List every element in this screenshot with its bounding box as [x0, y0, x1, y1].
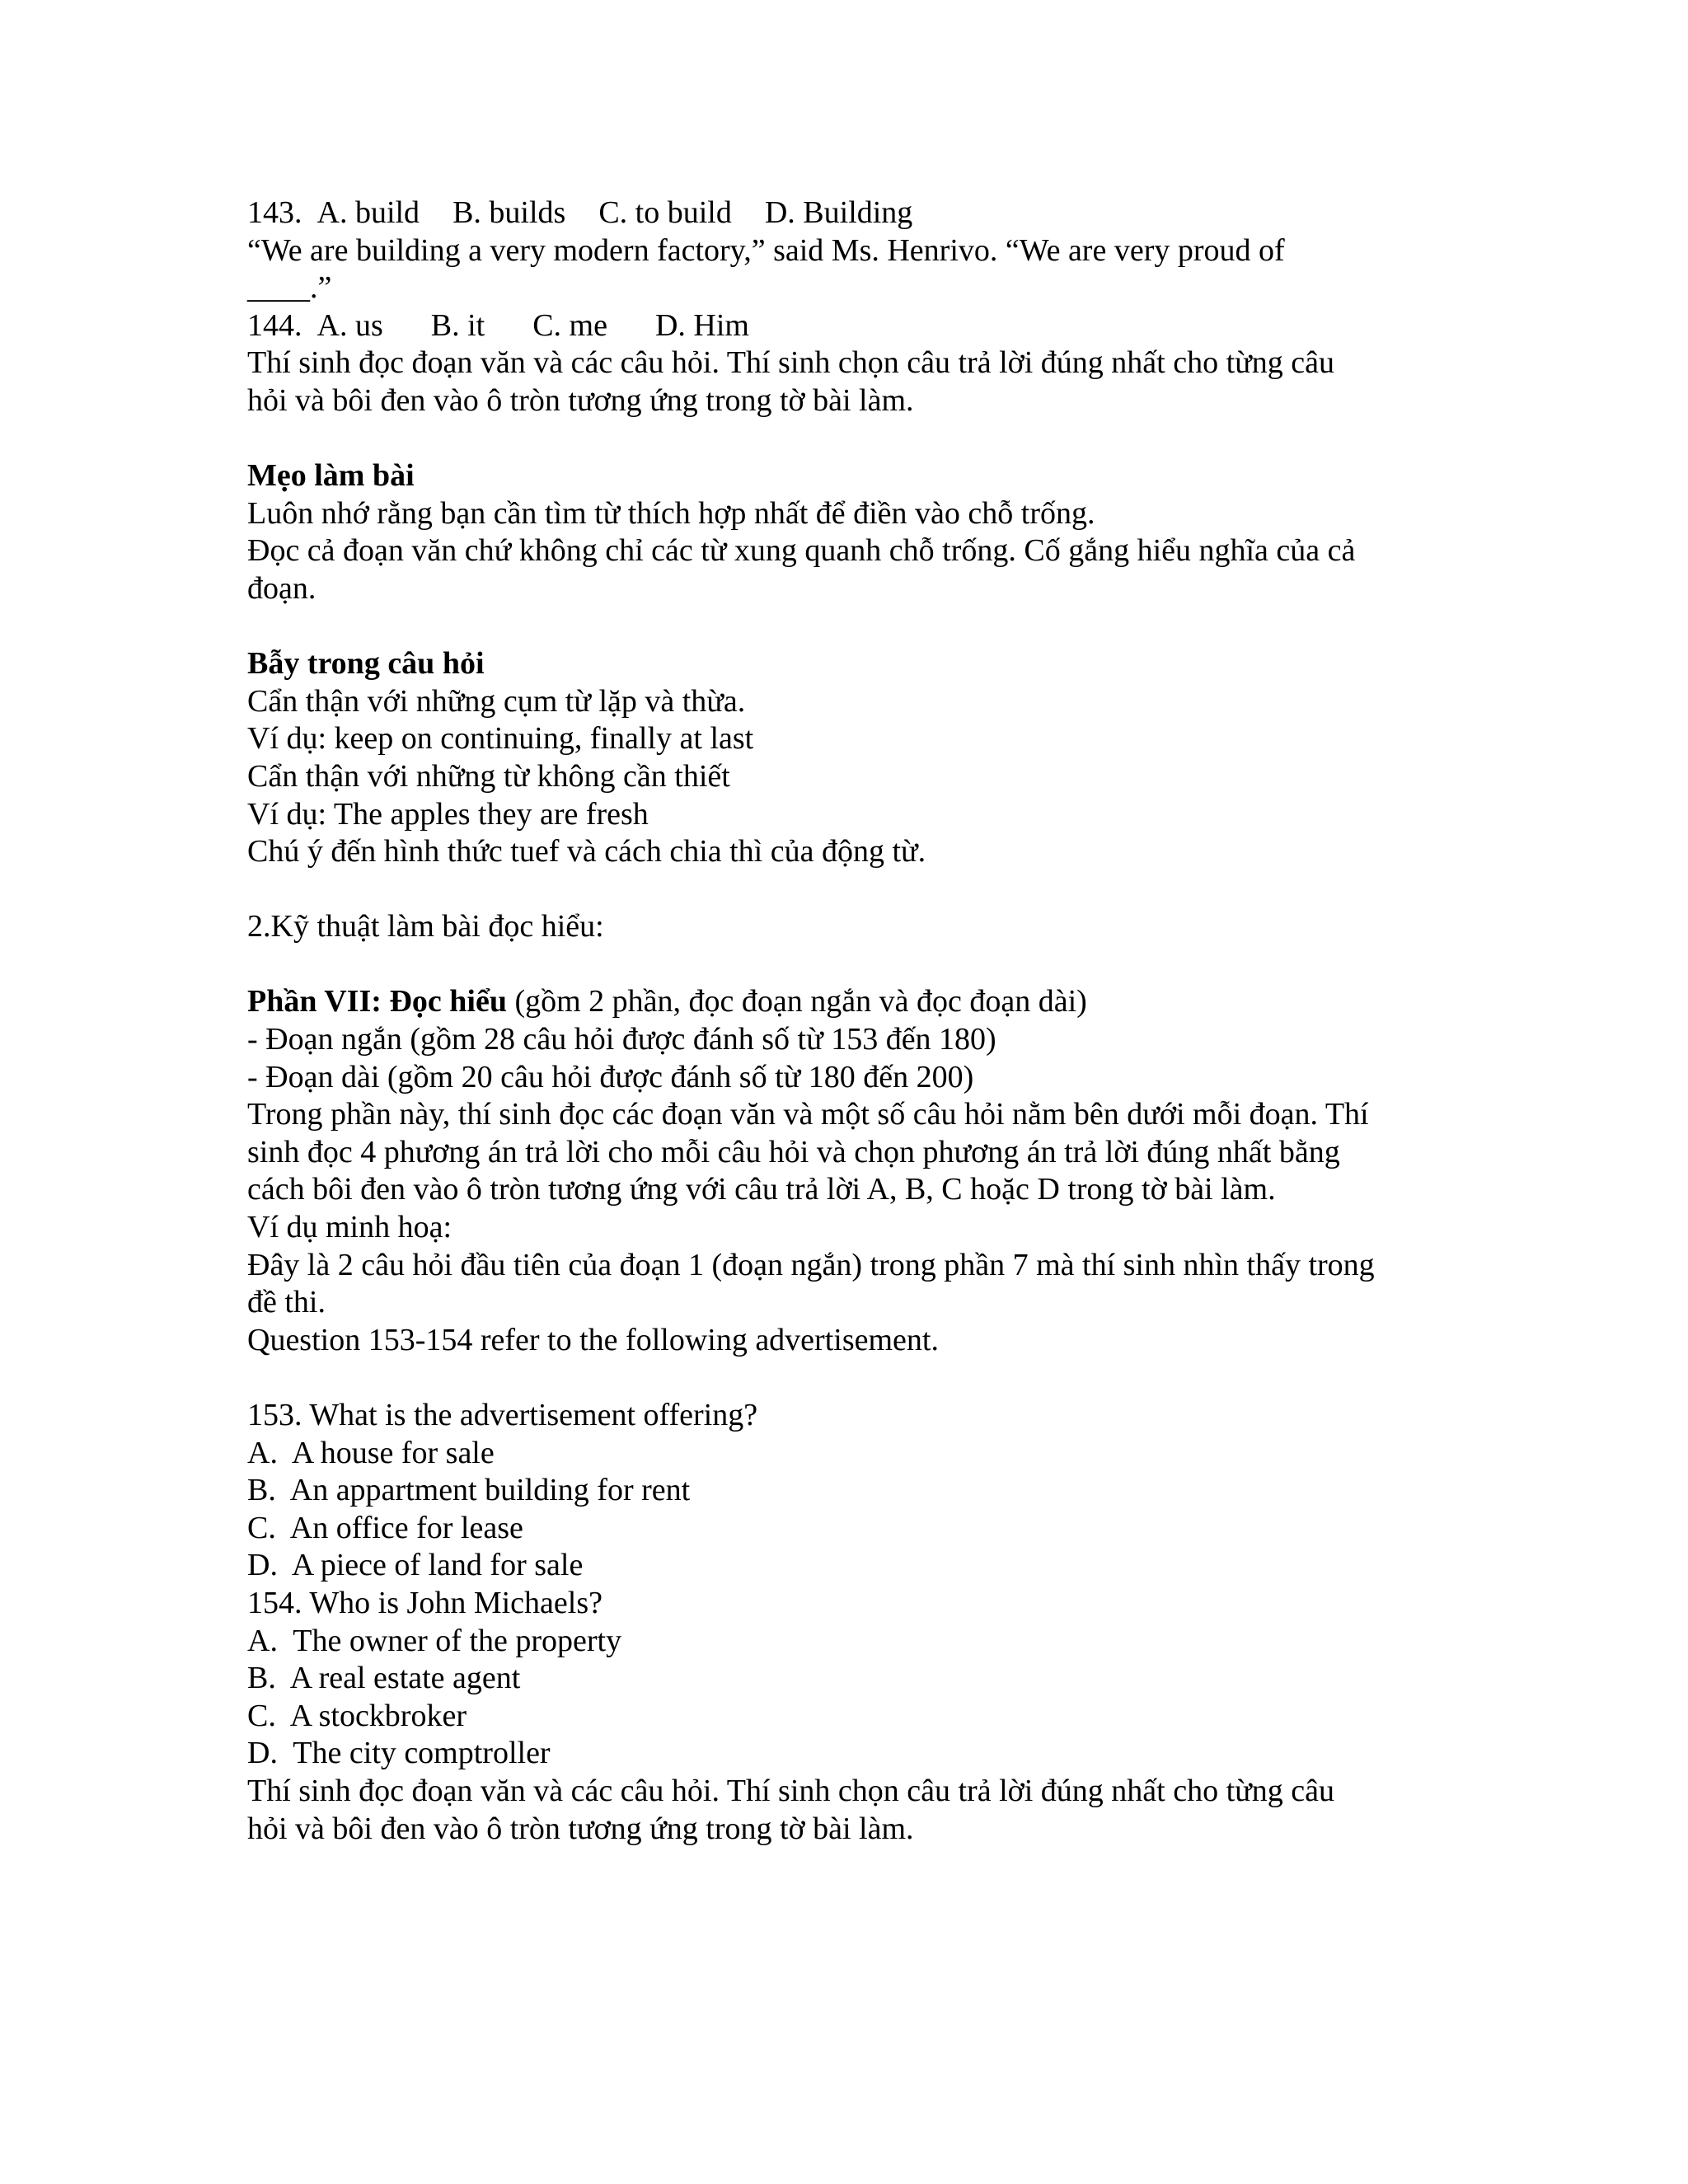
option-a: A. us — [316, 307, 383, 343]
option-b: B. builds — [452, 195, 566, 230]
instruction-line: Thí sinh đọc đoạn văn và các câu hỏi. Thí sinh chọn câu trả lời đúng nhất cho từng câu — [247, 1773, 1334, 1808]
question-144-options — [247, 307, 1451, 345]
question-154-option: D. The city comptroller — [247, 1736, 551, 1771]
spacer — [247, 946, 1451, 984]
part7-description: Trong phần này, thí sinh đọc các đoạn văn và một số câu hỏi nằm bên dưới mỗi đoạn. Thí — [247, 1097, 1369, 1132]
traps-line: Chú ý đến hình thức tuef và cách chia thì của động từ. — [247, 834, 926, 869]
part7-bullet: - Đoạn ngắn (gồm 28 câu hỏi được đánh số từ 153 đến 180) — [247, 1022, 996, 1057]
question-143-options — [247, 194, 1451, 232]
question-number: 143. — [247, 195, 302, 230]
question-154-stem: 154. Who is John Michaels? — [247, 1585, 603, 1620]
question-153-option: B. An appartment building for rent — [247, 1473, 691, 1508]
spacer — [247, 608, 1451, 646]
instruction-line: Thí sinh đọc đoạn văn và các câu hỏi. Thí sinh chọn câu trả lời đúng nhất cho từng câu — [247, 345, 1334, 381]
traps-line: Ví dụ: keep on continuing, finally at last — [247, 721, 754, 757]
question-153-option: A. A house for sale — [247, 1435, 495, 1470]
traps-heading: Bẫy trong câu hỏi — [247, 646, 485, 682]
part7-heading — [247, 983, 1451, 1021]
question-153-option: C. An office for lease — [247, 1510, 523, 1545]
traps-line: Cẩn thận với những cụm từ lặp và thừa. — [247, 683, 746, 719]
spacer — [247, 420, 1451, 458]
question-144-stem-line2: ____.” — [247, 270, 332, 306]
example-label: Ví dụ minh hoạ: — [247, 1210, 452, 1245]
part7-heading-bold: Phần VII: Đọc hiểu — [247, 984, 507, 1019]
question-144-stem-line1: “We are building a very modern factory,” said Ms. Henrivo. “We are very proud of — [247, 232, 1285, 268]
question-154-option: C. A stockbroker — [247, 1698, 467, 1733]
traps-line: Ví dụ: The apples they are fresh — [247, 796, 649, 832]
document-page — [247, 194, 1451, 1848]
option-b: B. it — [430, 307, 485, 343]
part7-description: sinh đọc 4 phương án trả lời cho mỗi câu hỏi và chọn phương án trả lời đúng nhất bằng — [247, 1134, 1340, 1169]
instruction-line: hỏi và bôi đen vào ô tròn tương ứng trong tờ bài làm. — [247, 1811, 914, 1846]
tips-line: Luôn nhớ rằng bạn cần tìm từ thích hợp nhất để điền vào chỗ trống. — [247, 495, 1095, 531]
spacer — [247, 1359, 1451, 1397]
question-number: 144. — [247, 307, 302, 343]
question-154-option: B. A real estate agent — [247, 1661, 521, 1696]
question-reference: Question 153-154 refer to the following advertisement. — [247, 1322, 939, 1357]
instruction-line: hỏi và bôi đen vào ô tròn tương ứng trong tờ bài làm. — [247, 382, 914, 418]
part7-description: cách bôi đen vào ô tròn tương ứng với câu trả lời A, B, C hoặc D trong tờ bài làm. — [247, 1172, 1276, 1207]
option-d: D. Him — [654, 307, 749, 343]
option-c: C. me — [532, 307, 607, 343]
tips-line: đoạn. — [247, 570, 316, 606]
part7-bullet: - Đoạn dài (gồm 20 câu hỏi được đánh số từ 180 đến 200) — [247, 1059, 974, 1094]
tips-heading: Mẹo làm bài — [247, 458, 415, 494]
section-title: 2.Kỹ thuật làm bài đọc hiểu: — [247, 909, 604, 944]
example-line: Đây là 2 câu hỏi đầu tiên của đoạn 1 (đoạn ngắn) trong phần 7 mà thí sinh nhìn thấy trong — [247, 1247, 1375, 1282]
option-d: D. Building — [764, 195, 913, 230]
question-154-option: A. The owner of the property — [247, 1623, 622, 1658]
question-153-option: D. A piece of land for sale — [247, 1548, 584, 1583]
option-a: A. build — [316, 195, 420, 230]
tips-line: Đọc cả đoạn văn chứ không chỉ các từ xung quanh chỗ trống. Cố gắng hiểu nghĩa của cả — [247, 533, 1356, 569]
spacer — [247, 871, 1451, 909]
question-153-stem: 153. What is the advertisement offering? — [247, 1398, 758, 1432]
part7-heading-rest: (gồm 2 phần, đọc đoạn ngắn và đọc đoạn dài) — [506, 984, 1087, 1019]
example-line: đề thi. — [247, 1285, 326, 1320]
traps-line: Cẩn thận với những từ không cần thiết — [247, 758, 730, 794]
option-c: C. to build — [598, 195, 732, 230]
